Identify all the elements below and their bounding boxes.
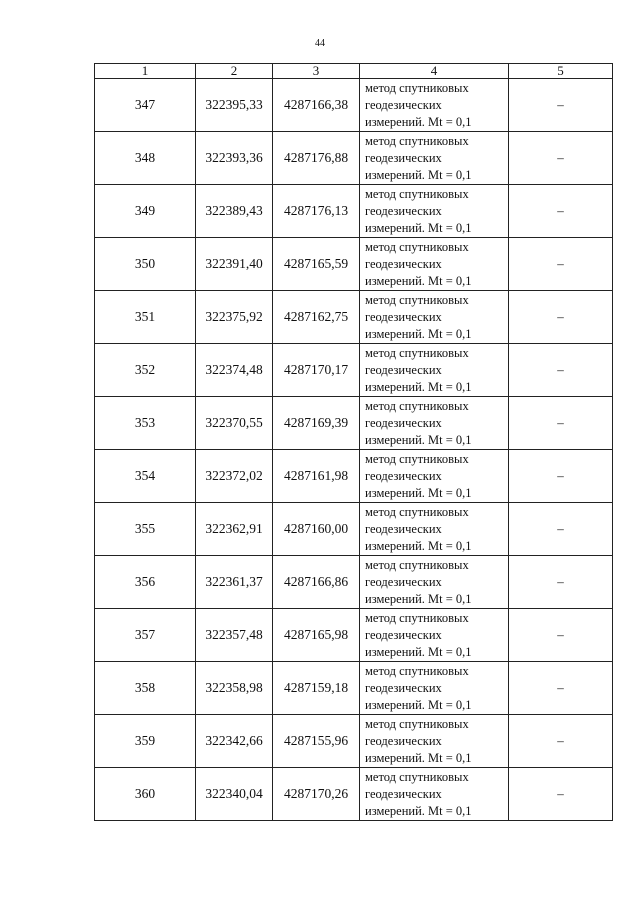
method-line: метод спутниковых — [365, 769, 469, 784]
method-line: метод спутниковых — [365, 292, 469, 307]
table-row — [95, 450, 613, 503]
header-col-5: 5 — [509, 64, 613, 79]
table-header-row — [95, 64, 613, 79]
point-number-cell: 359 — [95, 715, 196, 768]
method-line: геодезических — [365, 468, 442, 483]
y-coordinate-cell: 4287170,17 — [273, 344, 360, 397]
method-line: геодезических — [365, 203, 442, 218]
y-coordinate-cell: 4287161,98 — [273, 450, 360, 503]
method-line: метод спутниковых — [365, 451, 469, 466]
y-coordinate-cell: 4287160,00 — [273, 503, 360, 556]
y-coordinate-cell: 4287159,18 — [273, 662, 360, 715]
note-cell: – — [509, 450, 613, 503]
point-number-cell: 358 — [95, 662, 196, 715]
x-coordinate-cell: 322361,37 — [196, 556, 273, 609]
note-cell: – — [509, 185, 613, 238]
page-number: 44 — [315, 38, 325, 49]
method-cell — [360, 238, 509, 291]
method-line: метод спутниковых — [365, 504, 469, 519]
method-line: метод спутниковых — [365, 610, 469, 625]
note-cell: – — [509, 662, 613, 715]
table-row — [95, 609, 613, 662]
note-cell: – — [509, 291, 613, 344]
method-cell — [360, 344, 509, 397]
method-cell — [360, 503, 509, 556]
x-coordinate-cell: 322342,66 — [196, 715, 273, 768]
method-line: геодезических — [365, 680, 442, 695]
point-number-cell: 353 — [95, 397, 196, 450]
x-coordinate-cell: 322393,36 — [196, 132, 273, 185]
method-line: геодезических — [365, 256, 442, 271]
method-line: метод спутниковых — [365, 557, 469, 572]
method-line: метод спутниковых — [365, 398, 469, 413]
method-line: измерений. Mt = 0,1 — [365, 697, 472, 712]
method-cell — [360, 185, 509, 238]
table-row — [95, 238, 613, 291]
header-col-3: 3 — [273, 64, 360, 79]
method-line: геодезических — [365, 521, 442, 536]
method-line: измерений. Mt = 0,1 — [365, 591, 472, 606]
method-cell — [360, 768, 509, 821]
y-coordinate-cell: 4287176,88 — [273, 132, 360, 185]
note-cell: – — [509, 768, 613, 821]
method-line: измерений. Mt = 0,1 — [365, 485, 472, 500]
method-line: геодезических — [365, 733, 442, 748]
method-line: геодезических — [365, 415, 442, 430]
method-line: измерений. Mt = 0,1 — [365, 538, 472, 553]
y-coordinate-cell: 4287155,96 — [273, 715, 360, 768]
method-cell — [360, 450, 509, 503]
x-coordinate-cell: 322374,48 — [196, 344, 273, 397]
point-number-cell: 347 — [95, 79, 196, 132]
point-number-cell: 356 — [95, 556, 196, 609]
table-row — [95, 79, 613, 132]
table-row — [95, 768, 613, 821]
method-line: измерений. Mt = 0,1 — [365, 379, 472, 394]
note-cell: – — [509, 397, 613, 450]
point-number-cell: 351 — [95, 291, 196, 344]
table-row — [95, 715, 613, 768]
method-line: геодезических — [365, 362, 442, 377]
method-line: измерений. Mt = 0,1 — [365, 167, 472, 182]
point-number-cell: 357 — [95, 609, 196, 662]
note-cell: – — [509, 715, 613, 768]
note-cell: – — [509, 79, 613, 132]
method-line: геодезических — [365, 786, 442, 801]
x-coordinate-cell: 322362,91 — [196, 503, 273, 556]
method-line: измерений. Mt = 0,1 — [365, 432, 472, 447]
x-coordinate-cell: 322372,02 — [196, 450, 273, 503]
coordinates-table — [94, 63, 613, 821]
note-cell: – — [509, 503, 613, 556]
y-coordinate-cell: 4287169,39 — [273, 397, 360, 450]
method-line: измерений. Mt = 0,1 — [365, 114, 472, 129]
point-number-cell: 354 — [95, 450, 196, 503]
y-coordinate-cell: 4287166,86 — [273, 556, 360, 609]
header-col-1: 1 — [95, 64, 196, 79]
y-coordinate-cell: 4287166,38 — [273, 79, 360, 132]
method-cell — [360, 609, 509, 662]
method-line: измерений. Mt = 0,1 — [365, 644, 472, 659]
method-line: метод спутниковых — [365, 663, 469, 678]
x-coordinate-cell: 322357,48 — [196, 609, 273, 662]
point-number-cell: 355 — [95, 503, 196, 556]
y-coordinate-cell: 4287176,13 — [273, 185, 360, 238]
note-cell: – — [509, 556, 613, 609]
method-line: метод спутниковых — [365, 716, 469, 731]
method-cell — [360, 556, 509, 609]
method-cell — [360, 79, 509, 132]
x-coordinate-cell: 322358,98 — [196, 662, 273, 715]
table-row — [95, 291, 613, 344]
x-coordinate-cell: 322370,55 — [196, 397, 273, 450]
table-row — [95, 185, 613, 238]
table-row — [95, 556, 613, 609]
method-cell — [360, 715, 509, 768]
y-coordinate-cell: 4287170,26 — [273, 768, 360, 821]
method-line: измерений. Mt = 0,1 — [365, 803, 472, 818]
method-line: геодезических — [365, 97, 442, 112]
table-row — [95, 503, 613, 556]
note-cell: – — [509, 609, 613, 662]
method-cell — [360, 132, 509, 185]
method-line: геодезических — [365, 150, 442, 165]
method-line: метод спутниковых — [365, 133, 469, 148]
method-line: геодезических — [365, 627, 442, 642]
method-cell — [360, 291, 509, 344]
table-row — [95, 662, 613, 715]
method-line: измерений. Mt = 0,1 — [365, 220, 472, 235]
x-coordinate-cell: 322340,04 — [196, 768, 273, 821]
method-line: геодезических — [365, 574, 442, 589]
y-coordinate-cell: 4287165,59 — [273, 238, 360, 291]
point-number-cell: 350 — [95, 238, 196, 291]
method-line: измерений. Mt = 0,1 — [365, 750, 472, 765]
note-cell: – — [509, 132, 613, 185]
note-cell: – — [509, 344, 613, 397]
method-cell — [360, 397, 509, 450]
method-line: метод спутниковых — [365, 345, 469, 360]
x-coordinate-cell: 322389,43 — [196, 185, 273, 238]
method-line: геодезических — [365, 309, 442, 324]
y-coordinate-cell: 4287165,98 — [273, 609, 360, 662]
point-number-cell: 352 — [95, 344, 196, 397]
point-number-cell: 348 — [95, 132, 196, 185]
point-number-cell: 360 — [95, 768, 196, 821]
method-line: метод спутниковых — [365, 80, 469, 95]
table-row — [95, 132, 613, 185]
header-col-2: 2 — [196, 64, 273, 79]
x-coordinate-cell: 322391,40 — [196, 238, 273, 291]
header-col-4: 4 — [360, 64, 509, 79]
table-body — [95, 79, 613, 821]
note-cell: – — [509, 238, 613, 291]
method-line: измерений. Mt = 0,1 — [365, 326, 472, 341]
y-coordinate-cell: 4287162,75 — [273, 291, 360, 344]
table-row — [95, 397, 613, 450]
method-line: метод спутниковых — [365, 239, 469, 254]
method-line: метод спутниковых — [365, 186, 469, 201]
table-row — [95, 344, 613, 397]
method-cell — [360, 662, 509, 715]
point-number-cell: 349 — [95, 185, 196, 238]
method-line: измерений. Mt = 0,1 — [365, 273, 472, 288]
x-coordinate-cell: 322395,33 — [196, 79, 273, 132]
x-coordinate-cell: 322375,92 — [196, 291, 273, 344]
